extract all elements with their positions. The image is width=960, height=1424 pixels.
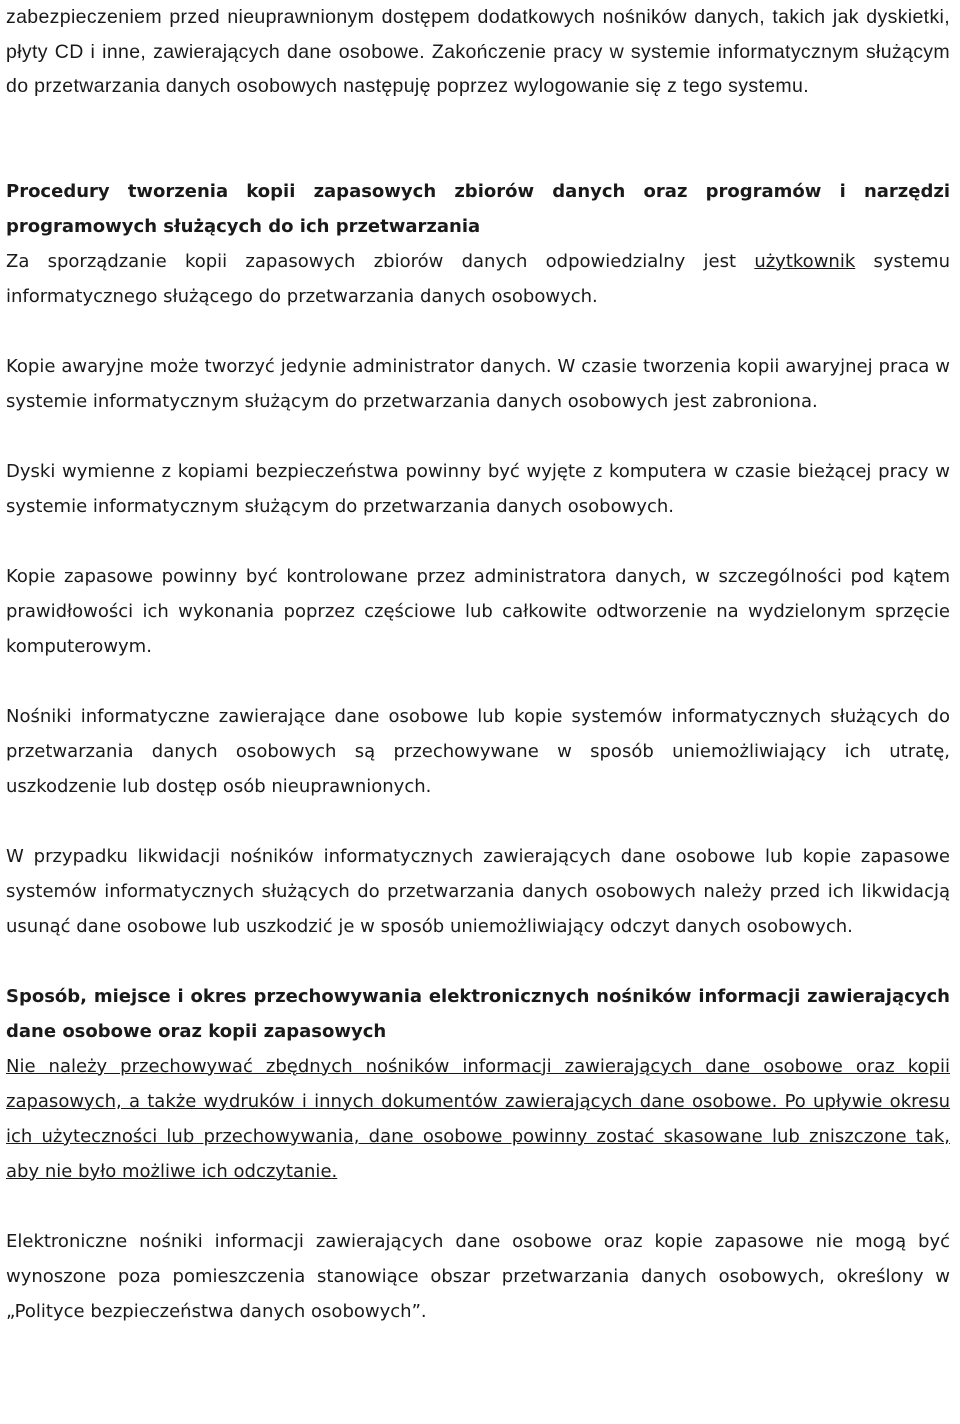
- section-heading-backups: Procedury tworzenia kopii zapasowych zbiorów danych oraz programów i narzędzi programowych służących do ich przetwarzania: [6, 180, 950, 237]
- paragraph-backup-control: Kopie zapasowe powinny być kontrolowane przez administratora danych, w szczególności pod kątem prawidłowości ich wykonania poprzez częściowe lub całkowite odtworzenie na wydzielonym sprzęcie komputerowym.: [6, 565, 950, 657]
- spacer: [6, 104, 950, 174]
- paragraph-emergency-copies: Kopie awaryjne może tworzyć jedynie administrator danych. W czasie tworzenia kopii awaryjnej praca w systemie informatycznym służącym do przetwarzania danych osobowych jest zabroniona.: [6, 355, 950, 412]
- paragraph-text: systemu informatycznego służącego do przetwarzania danych osobowych.: [6, 250, 950, 307]
- paragraph-media-disposal: W przypadku likwidacji nośników informatycznych zawierających dane osobowe lub kopie zapasowe systemów informatycznych służących do przetwarzania danych osobowych należy przed ich likwidacją usunąć dane osobowe lub uszkodzić je w sposób uniemożliwiający odczyt danych osobowych.: [6, 845, 950, 937]
- spacer: [6, 944, 950, 979]
- section-heading-storage: Sposób, miejsce i okres przechowywania elektronicznych nośników informacji zawierających dane osobowe oraz kopii zapasowych: [6, 985, 950, 1042]
- spacer: [6, 1189, 950, 1224]
- paragraph-backup-responsibility: [6, 244, 950, 314]
- paragraph-media-removal: Elektroniczne nośniki informacji zawierających dane osobowe oraz kopie zapasowe nie mogą być wynoszone poza pomieszczenia stanowiące obszar przetwarzania danych osobowych, określony w „Polityce bezpieczeństwa danych osobowych”.: [6, 1230, 950, 1322]
- paragraph-removable-disks: Dyski wymienne z kopiami bezpieczeństwa powinny być wyjęte z komputera w czasie bieżącej pracy w systemie informatycznym służącym do przetwarzania danych osobowych.: [6, 460, 950, 517]
- user-term-link: użytkownik: [754, 250, 856, 272]
- paragraph-text: Za sporządzanie kopii zapasowych zbiorów danych odpowiedzialny jest: [6, 250, 755, 272]
- intro-paragraph: zabezpieczeniem przed nieuprawnionym dostępem dodatkowych nośników danych, takich jak dyskietki, płyty CD i inne, zawierających dane osobowe. Zakończenie pracy w systemie informatycznym służącym do przetwarzania danych osobowych następuję poprzez wylogowanie się z tego systemu.: [6, 6, 950, 97]
- paragraph-unneeded-media: Nie należy przechowywać zbędnych nośników informacji zawierających dane osobowe oraz kopii zapasowych, a także wydruków i innych dokumentów zawierających dane osobowe. Po upływie okresu ich użyteczności lub przechowywania, dane osobowe powinny zostać skasowane lub zniszczone tak, aby nie było możliwe ich odczytanie.: [6, 1055, 950, 1182]
- spacer: [6, 314, 950, 349]
- spacer: [6, 524, 950, 559]
- spacer: [6, 804, 950, 839]
- paragraph-media-storage: Nośniki informatyczne zawierające dane osobowe lub kopie systemów informatycznych służących do przetwarzania danych osobowych są przechowywane w sposób uniemożliwiający ich utratę, uszkodzenie lub dostęp osób nieuprawnionych.: [6, 705, 950, 797]
- spacer: [6, 419, 950, 454]
- document-page: [6, 0, 950, 1329]
- spacer: [6, 664, 950, 699]
